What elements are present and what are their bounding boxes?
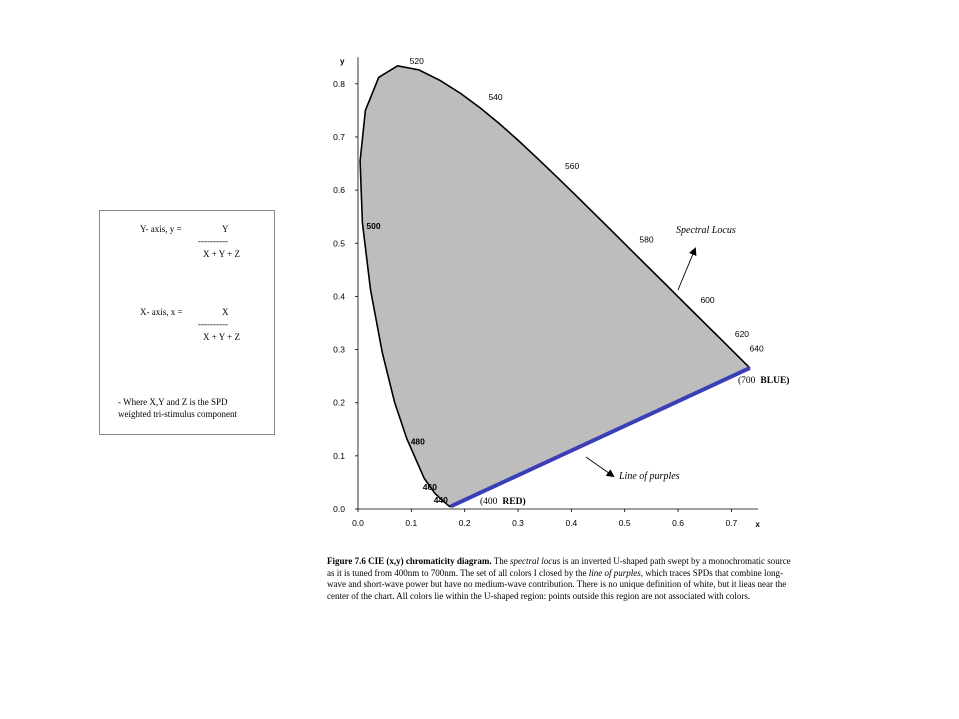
y-axis-label: Y- axis, y = [140,224,182,234]
note-line-1: - Where X,Y and Z is the SPD [118,397,228,407]
caption-italic-2: line of purples, [588,567,644,578]
caption-italic-1: spectral locus [510,556,561,566]
x-numerator: X [222,307,229,317]
wavelength-label: 460 [422,482,437,493]
formula-box [99,210,275,435]
caption-text-2: is an inverted U-shaped path swept by a monochromatic source as it is tuned from 400nm to 700nm. The set of all colors I closed by the [327,556,791,578]
y-fraction-rule: ---------- [198,236,228,246]
wavelength-label: 480 [410,436,425,447]
chromaticity-diagram [320,50,800,540]
wavelength-label: 620 [734,329,750,340]
y-tick-label: 0.6 [333,185,345,196]
end-700-label [738,375,789,386]
end-400-label [480,496,526,507]
line-of-purples-label: Line of purples [619,471,680,482]
x-tick-label: 0.2 [458,518,471,528]
wavelength-label: 580 [639,234,654,245]
wavelength-label: 600 [700,295,715,306]
line-of-purples-arrow [586,457,613,476]
note-line-2: weighted tri-stimulus component [118,409,237,419]
figure-caption [327,556,792,602]
y-tick-label: 0.0 [333,504,345,514]
y-tick-label: 0.7 [333,131,345,142]
caption-text-1: The [491,556,510,566]
caption-label: Figure 7.6 CIE (x,y) chromaticity diagram. [327,556,492,566]
x-tick-label: 0.5 [618,518,631,528]
end-400-bold: RED) [502,497,526,507]
y-tick-label: 0.3 [333,344,345,355]
wavelength-label: 440 [433,495,448,506]
x-tick-label: 0.0 [352,518,364,528]
caption-text-3: which traces SPDs that combine long-wave and short-wave power but have no medium-wave contribution. There is no unique definition of white, but it lieas near the center of the chart. All colors lie within the U-shaped region: points outside this region are not associated with colors. [327,567,787,601]
y-tick-label: 0.4 [333,291,345,302]
end-700-bold: BLUE) [760,376,790,386]
x-denominator: X + Y + Z [203,332,240,342]
x-ticks [352,509,737,528]
wavelength-label: 500 [366,220,381,231]
wavelength-label: 540 [488,92,503,103]
y-tick-label: 0.1 [333,450,345,461]
y-tick-label: 0.5 [333,238,345,249]
x-fraction-rule: ---------- [198,319,228,329]
x-tick-label: 0.4 [565,518,578,528]
spectral-locus-arrow [678,249,695,290]
y-axis-title: y [340,57,345,66]
wavelength-label: 520 [409,55,424,66]
x-tick-label: 0.1 [405,518,418,528]
x-tick-label: 0.3 [512,518,524,528]
wavelength-label: 640 [749,343,764,354]
x-axis-title: x [755,520,760,529]
wavelength-label: 560 [565,161,580,172]
x-axis-label: X- axis, x = [140,307,183,317]
y-denominator: X + Y + Z [203,249,240,259]
y-tick-label: 0.8 [333,78,345,89]
y-tick-label: 0.2 [333,397,345,408]
y-numerator: Y [222,224,229,234]
spectral-locus-label: Spectral Locus [676,225,736,236]
y-ticks [333,79,358,514]
x-tick-label: 0.6 [672,518,684,528]
end-400-prefix: (400 [480,497,498,507]
x-tick-label: 0.7 [725,518,738,528]
end-700-prefix: (700 [738,376,756,386]
